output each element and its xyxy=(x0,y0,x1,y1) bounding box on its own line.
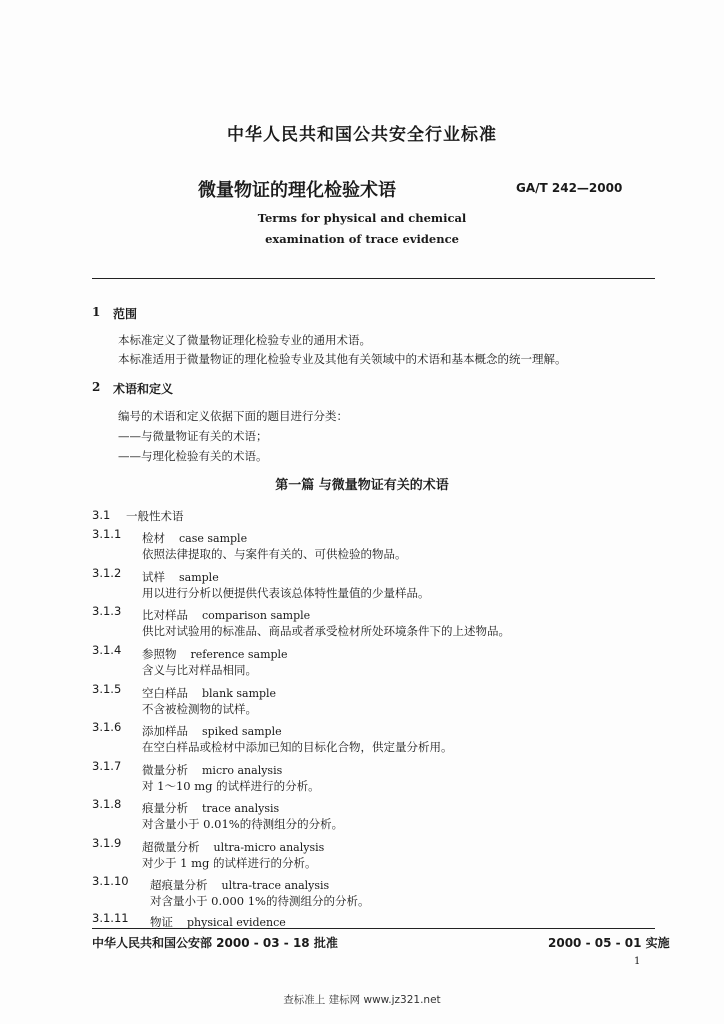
term-en: sample xyxy=(179,571,219,584)
term-number: 3.1.9 xyxy=(92,836,122,850)
approval-statement: 中华人民共和国公安部 2000 - 03 - 18 批准 xyxy=(92,936,338,950)
term-group-number: 3.1 xyxy=(92,508,111,522)
term-heading xyxy=(142,643,288,662)
term-cn: 物证 xyxy=(150,915,173,929)
term-en: ultra-trace analysis xyxy=(221,879,330,892)
term-heading xyxy=(150,874,329,893)
part-1-title: 第一篇 与微量物证有关的术语 xyxy=(275,478,449,493)
term-heading xyxy=(142,759,282,778)
term-en: blank sample xyxy=(202,687,277,700)
section-2-title: 术语和定义 xyxy=(113,382,174,396)
term-en: case sample xyxy=(179,532,248,545)
term-number: 3.1.3 xyxy=(92,604,122,618)
effective-date: 2000 - 05 - 01 实施 xyxy=(548,936,670,950)
term-heading xyxy=(142,682,276,701)
section-1-title: 范围 xyxy=(113,307,138,321)
term-definition: 依照法律提取的、与案件有关的、可供检验的物品。 xyxy=(142,547,407,561)
section-2-number: 2 xyxy=(92,380,101,394)
section-1-number: 1 xyxy=(92,305,101,319)
term-heading xyxy=(142,604,310,623)
term-cn: 痕量分析 xyxy=(142,801,188,815)
term-number: 3.1.6 xyxy=(92,720,122,734)
term-number: 3.1.1 xyxy=(92,527,122,541)
term-definition: 不含被检测物的试样。 xyxy=(142,702,257,716)
term-number: 3.1.11 xyxy=(92,911,129,925)
term-definition: 含义与比对样品相同。 xyxy=(142,663,257,677)
document-title-en-line1: Terms for physical and chemical xyxy=(257,211,467,225)
page-number: 1 xyxy=(634,956,641,967)
document-title-en-line2: examination of trace evidence xyxy=(265,232,459,246)
term-number: 3.1.2 xyxy=(92,566,122,580)
document-title-cn: 微量物证的理化检验术语 xyxy=(198,180,396,201)
term-cn: 检材 xyxy=(142,531,165,545)
term-en: ultra-micro analysis xyxy=(213,841,325,854)
section-2-list-item-2: ——与理化检验有关的术语。 xyxy=(118,449,268,463)
section-2-list-item-1: ——与微量物证有关的术语； xyxy=(118,429,268,443)
term-cn: 空白样品 xyxy=(142,686,188,700)
term-cn: 参照物 xyxy=(142,647,177,661)
term-cn: 添加样品 xyxy=(142,724,188,738)
site-watermark: 查标准上 建标网 www.jz321.net xyxy=(283,994,441,1006)
term-en: trace analysis xyxy=(202,802,280,815)
term-number: 3.1.7 xyxy=(92,759,122,773)
standard-category-heading: 中华人民共和国公共安全行业标准 xyxy=(227,125,497,145)
term-heading xyxy=(142,527,247,546)
term-number: 3.1.10 xyxy=(92,874,129,888)
term-definition: 对 1～10 mg 的试样进行的分析。 xyxy=(142,779,320,793)
term-number: 3.1.4 xyxy=(92,643,122,657)
section-1-paragraph-2: 本标准适用于微量物证的理化检验专业及其他有关领域中的术语和基本概念的统一理解。 xyxy=(118,352,567,366)
standard-code: GA/T 242—2000 xyxy=(516,181,623,195)
term-cn: 试样 xyxy=(142,570,165,584)
term-definition: 在空白样品或检材中添加已知的目标化合物，供定量分析用。 xyxy=(142,740,453,754)
term-cn: 超微量分析 xyxy=(142,840,200,854)
term-heading xyxy=(142,566,219,585)
term-cn: 微量分析 xyxy=(142,763,188,777)
term-group-title: 一般性术语 xyxy=(126,509,184,523)
term-definition: 对含量小于 0.01%的待测组分的分析。 xyxy=(142,817,344,831)
term-en: micro analysis xyxy=(202,764,283,777)
term-cn: 超痕量分析 xyxy=(150,878,208,892)
term-definition: 用以进行分析以便提供代表该总体特性量值的少量样品。 xyxy=(142,586,430,600)
term-en: physical evidence xyxy=(187,916,286,929)
term-definition: 对少于 1 mg 的试样进行的分析。 xyxy=(142,856,317,870)
term-definition: 供比对试验用的标准品、商品或者承受检材所处环境条件下的上述物品。 xyxy=(142,624,510,638)
term-heading xyxy=(142,720,282,739)
term-definition: 对含量小于 0.000 1%的待测组分的分析。 xyxy=(150,894,370,908)
term-en: spiked sample xyxy=(202,725,282,738)
term-number: 3.1.8 xyxy=(92,797,122,811)
term-cn: 比对样品 xyxy=(142,608,188,622)
term-en: comparison sample xyxy=(202,609,311,622)
section-2-paragraph-1: 编号的术语和定义依据下面的题目进行分类： xyxy=(118,409,348,423)
term-en: reference sample xyxy=(190,648,288,661)
header-divider xyxy=(92,278,655,279)
term-heading xyxy=(142,797,279,816)
term-number: 3.1.5 xyxy=(92,682,122,696)
footer-divider xyxy=(92,928,655,929)
section-1-paragraph-1: 本标准定义了微量物证理化检验专业的通用术语。 xyxy=(118,333,371,347)
term-heading xyxy=(142,836,324,855)
